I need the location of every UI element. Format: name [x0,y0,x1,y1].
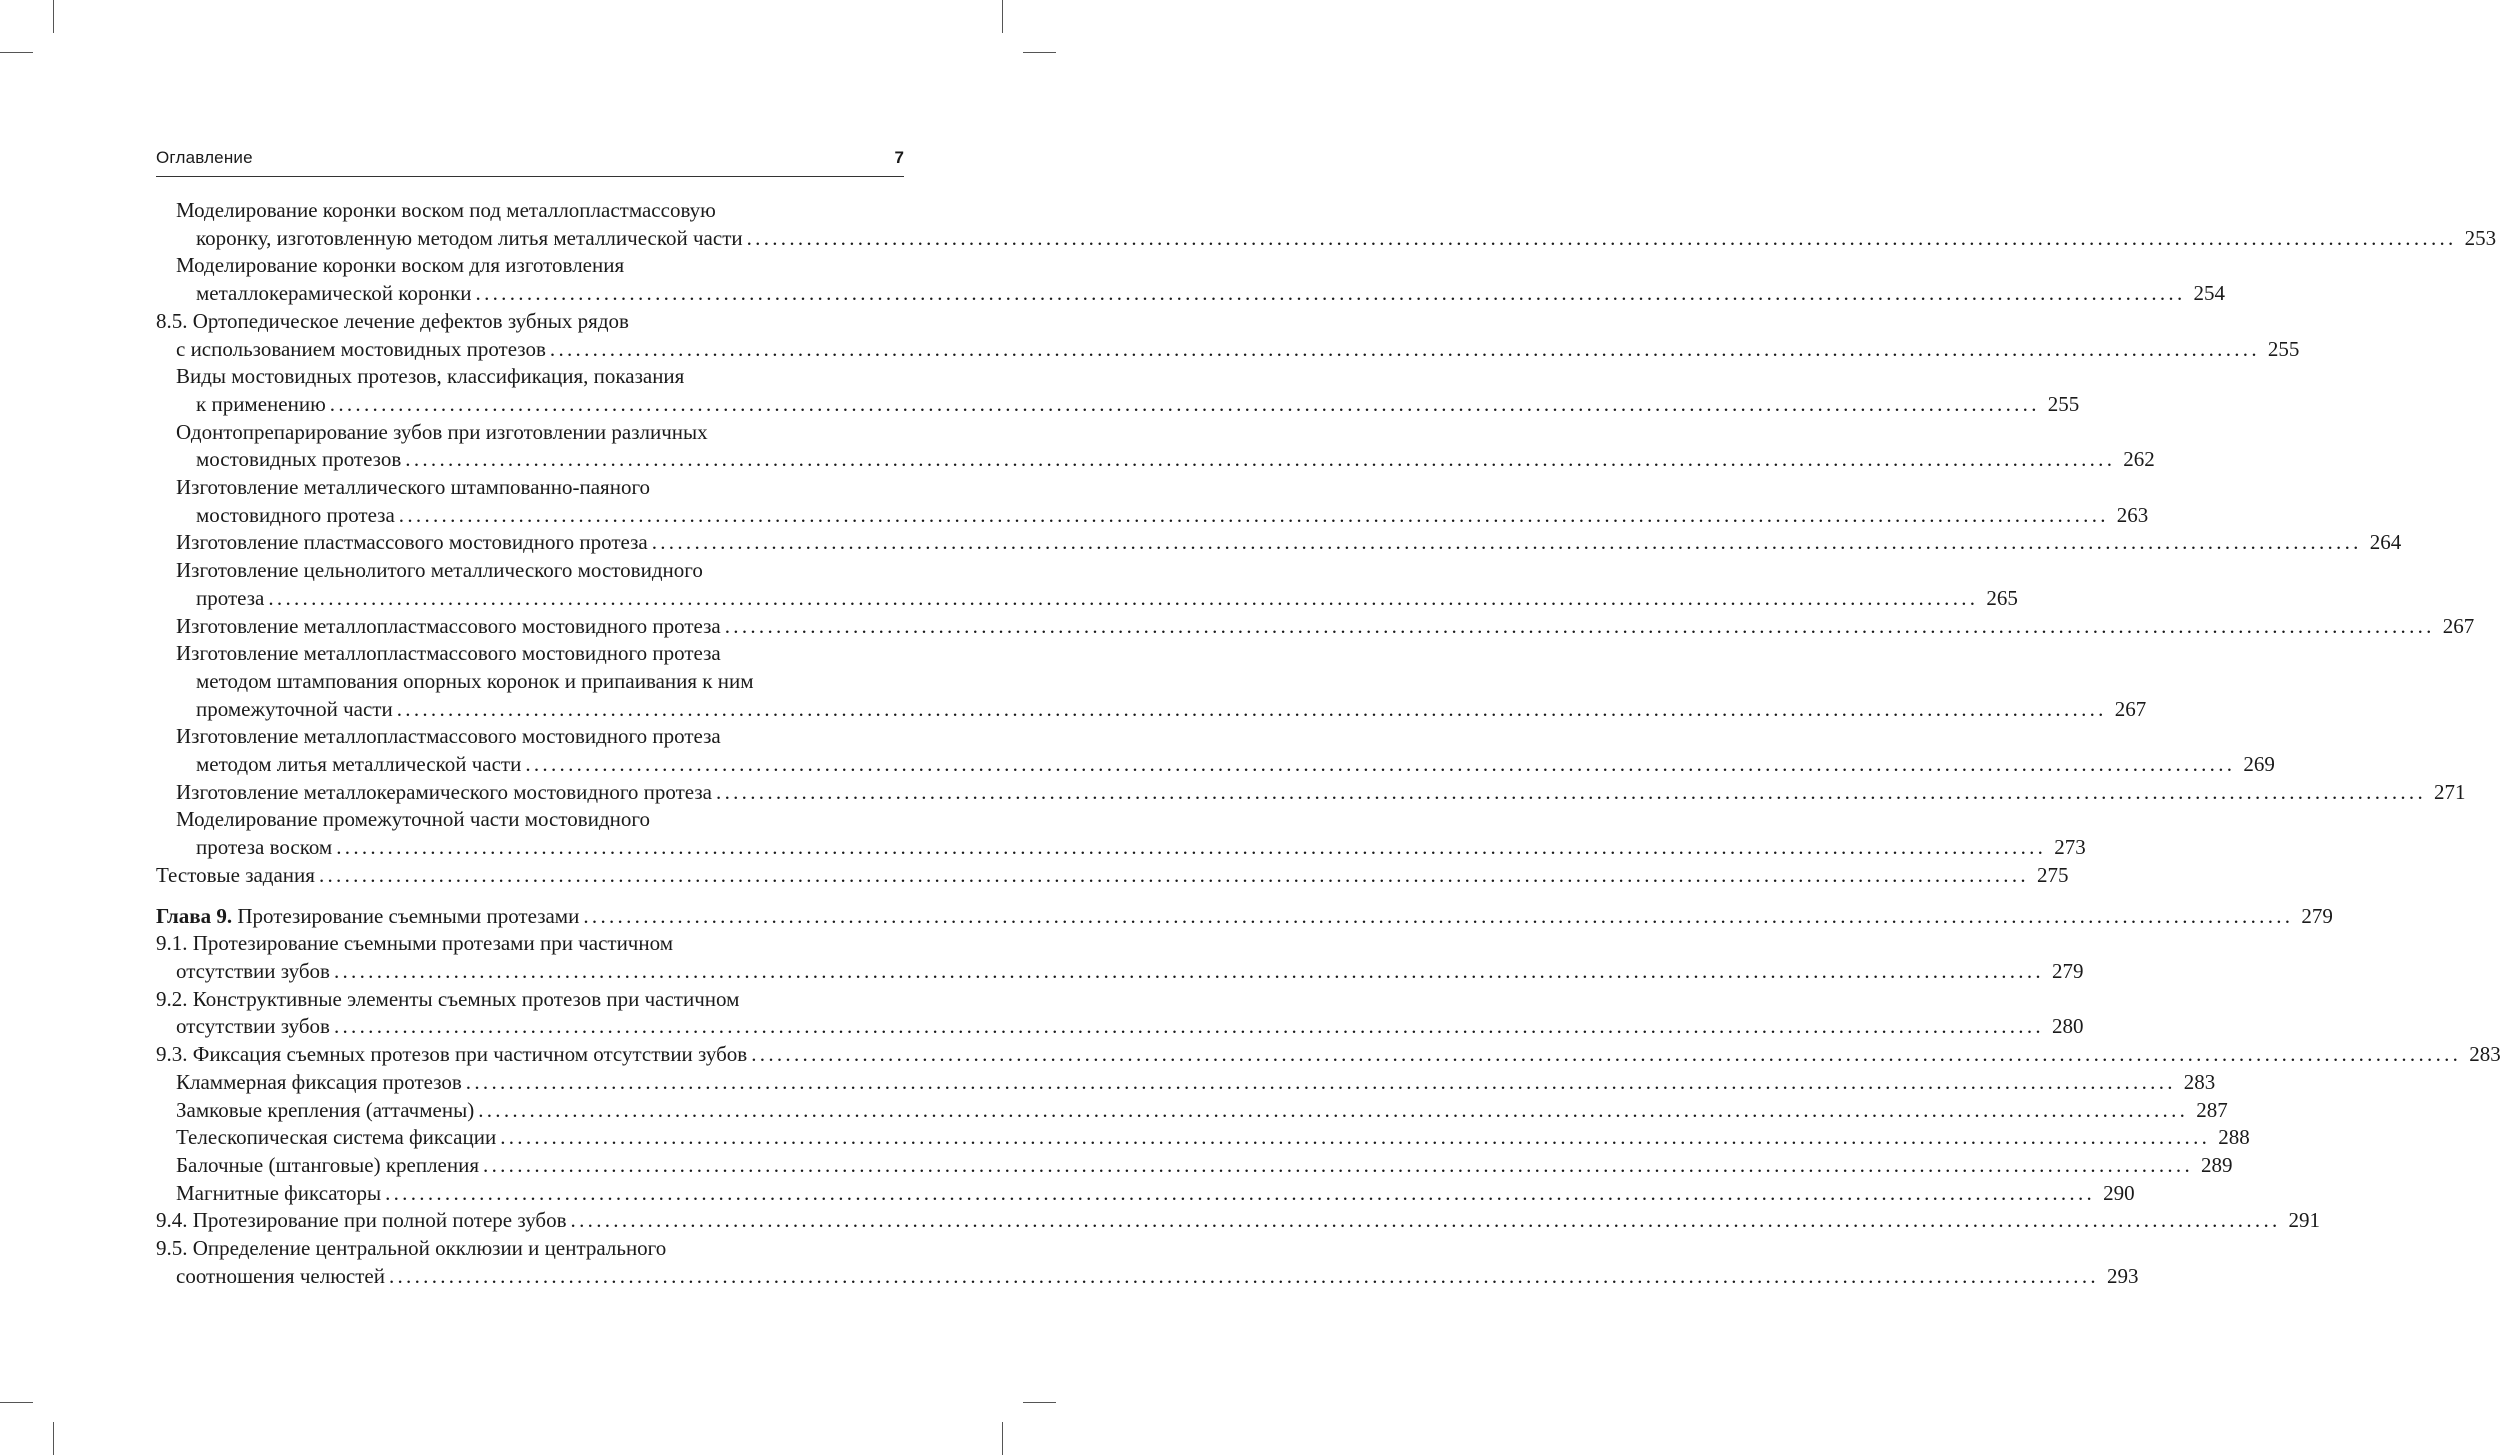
toc-entry [156,723,2275,778]
toc-entry-title: Изготовление металлопластмассового мостовидного протеза [176,641,721,666]
dot-leader: ........................................................................................................................................................................................................ [475,281,2186,306]
dot-leader: ........................................................................................................................................................................................................ [333,1014,2044,1039]
dot-leader: ........................................................................................................................................................................................................ [405,447,2116,472]
toc-entry-title: Тестовые задания [156,862,315,887]
header-title: Оглавление [156,148,253,167]
toc-entry [156,1069,2216,1097]
toc-page-number: 269 [2243,752,2275,777]
dot-leader: ........................................................................................................................................................................................................ [478,1097,2189,1122]
toc-page-number: 283 [2469,1042,2501,1067]
toc-entry-title: протеза воском [196,835,333,860]
toc-line [156,1235,904,1263]
toc-line [156,529,2402,557]
toc-page-number: 262 [2123,447,2155,472]
toc-line [156,834,2086,862]
toc-entry-title: Телескопическая система фиксации [176,1125,497,1150]
toc-line [156,1263,2139,1291]
crop-mark [53,1422,54,1455]
toc-entry-title: 9.3. Фиксация съемных протезов при частичном отсутствии зубов [156,1042,748,1067]
toc-entry-title: Изготовление металлопластмассового мостовидного протеза [176,613,721,638]
dot-leader: ........................................................................................................................................................................................................ [398,502,2109,527]
toc-line [156,613,2475,641]
toc-entry [156,557,2018,612]
dot-leader: ........................................................................................................................................................................................................ [385,1180,2096,1205]
toc-line [156,391,2080,419]
toc-page-number: 287 [2196,1097,2228,1122]
toc-page-number: 255 [2047,391,2080,416]
toc-entry-title: Моделирование коронки воском для изготовления [176,253,625,278]
crop-mark [53,0,54,33]
toc-line [156,308,904,336]
toc-entry-title: методом штампования опорных коронок и припаивания к ним [196,668,754,693]
toc-entry [156,986,2084,1041]
dot-leader: ........................................................................................................................................................................................................ [483,1152,2194,1177]
toc-entry [156,529,2402,557]
toc-line [156,419,904,447]
toc-page-number: 293 [2106,1263,2139,1288]
toc-line [156,779,2466,807]
toc-page-number: 291 [2288,1208,2321,1233]
toc-page-number: 279 [2051,958,2084,983]
toc-entry [156,197,2497,252]
toc-page-number: 253 [2464,225,2497,250]
toc-entry [156,930,2084,985]
toc-entry-title: мостовидных протезов [196,447,402,472]
toc-line [156,1069,2216,1097]
toc-entry-title: Моделирование промежуточной части мостовидного [176,807,650,832]
toc-page-number: 283 [2183,1069,2216,1094]
toc-line [156,696,2147,724]
toc-line [156,1152,2233,1180]
toc-entry-title: Изготовление металлокерамического мостовидного протеза [176,779,713,804]
toc-line [156,751,2275,779]
toc-page-number: 280 [2051,1014,2084,1039]
toc-page-number: 254 [2193,281,2226,306]
toc-line [156,280,2226,308]
toc-page-number: 273 [2054,835,2086,860]
toc-entry-title: отсутствии зубов [176,958,330,983]
toc-entry [156,806,2086,861]
toc-entry [156,1235,2139,1290]
toc-page-number: 275 [2036,862,2069,887]
toc-entry [156,1041,2501,1069]
toc-entry-title: Магнитные фиксаторы [176,1180,382,1205]
toc-entry-title: соотношения челюстей [176,1263,385,1288]
header-page-number: 7 [894,148,904,167]
toc-entry [156,1097,2228,1125]
toc-line [156,723,904,751]
toc-entry [156,1180,2135,1208]
toc-line [156,585,2018,613]
toc-page-number: 267 [2114,696,2147,721]
toc-page-number: 290 [2103,1180,2135,1205]
toc-line [156,903,2333,931]
dot-leader: ........................................................................................................................................................................................................ [549,336,2260,361]
toc-line [156,557,904,585]
toc-page-number: 265 [1986,585,2018,610]
toc-line [156,225,2497,253]
toc-entry-title: Балочные (штанговые) крепления [176,1152,480,1177]
toc-entry [156,308,2300,363]
toc-entry [156,613,2475,641]
dot-leader: ........................................................................................................................................................................................................ [333,958,2044,983]
toc-entry [156,1152,2233,1180]
dot-leader: ........................................................................................................................................................................................................ [329,391,2040,416]
toc-page-number: 267 [2442,613,2475,638]
toc-line [156,1180,2135,1208]
toc-entry-title: Виды мостовидных протезов, классификация, показания [176,364,685,389]
toc-line [156,1124,2250,1152]
toc-entry-title: Изготовление металлопластмассового мостовидного протеза [176,724,721,749]
toc-entry [156,1207,2321,1235]
toc-page-number: 264 [2369,530,2402,555]
toc-page-number: 263 [2116,502,2149,527]
toc-entry-title: Изготовление металлического штампованно-паяного [176,475,651,500]
dot-leader: ........................................................................................................................................................................................................ [500,1125,2211,1150]
toc-entry-title: методом литья металлической части [196,752,522,777]
toc-entry-title: протеза [196,585,265,610]
toc-entry-title: 9.5. Определение центральной окклюзии и центрального [156,1236,667,1261]
toc-entry-title: к применению [196,391,326,416]
toc-entry-title: 8.5. Ортопедическое лечение дефектов зубных рядов [156,308,629,333]
toc-entry-title: 9.1. Протезирование съемными протезами при частичном [156,931,673,956]
toc-line [156,1013,2084,1041]
crop-mark [1002,1422,1003,1455]
dot-leader: ........................................................................................................................................................................................................ [388,1263,2099,1288]
toc-entry-title: Замковые крепления (аттачмены) [176,1097,475,1122]
toc-line [156,474,904,502]
toc-line [156,640,904,668]
toc-entry-title: металлокерамической коронки [196,281,472,306]
dot-leader: ........................................................................................................................................................................................................ [751,1042,2462,1067]
dot-leader: ........................................................................................................................................................................................................ [525,752,2236,777]
dot-leader: ........................................................................................................................................................................................................ [396,696,2107,721]
toc-entry [156,474,2149,529]
toc-line [156,446,2155,474]
crop-mark [1002,0,1003,33]
dot-leader: ........................................................................................................................................................................................................ [336,835,2047,860]
toc-entry [156,1124,2250,1152]
toc-line [156,930,904,958]
dot-leader: ........................................................................................................................................................................................................ [724,613,2435,638]
toc-page-number: 279 [2301,903,2333,928]
toc-entry-title: Кламмерная фиксация протезов [176,1069,462,1094]
toc-entry-title: с использованием мостовидных протезов [176,336,546,361]
chapter-label: Глава 9. [156,903,233,928]
toc-entry [156,640,2147,723]
toc-line [156,668,904,696]
toc-entry [156,363,2080,418]
dot-leader: ........................................................................................................................................................................................................ [318,862,2029,887]
toc-entry [156,903,2333,931]
running-header [156,146,904,177]
toc-line [156,197,904,225]
toc-line [156,336,2300,364]
toc-entry-title: промежуточной части [196,696,393,721]
toc-entry-title: Изготовление пластмассового мостовидного протеза [176,530,648,555]
toc-entry [156,252,2226,307]
table-of-contents [156,197,2501,1290]
dot-leader: ........................................................................................................................................................................................................ [465,1069,2176,1094]
toc-page-number: 288 [2218,1125,2250,1150]
toc-entry-title: Одонтопрепарирование зубов при изготовлении различных [176,419,708,444]
toc-entry-title: 9.4. Протезирование при полной потере зубов [156,1208,567,1233]
toc-line [156,1041,2501,1069]
dot-leader: ........................................................................................................................................................................................................ [651,530,2362,555]
toc-line [156,1207,2321,1235]
toc-line [156,502,2149,530]
dot-leader: ........................................................................................................................................................................................................ [268,585,1979,610]
section-gap [156,890,904,903]
toc-entry-title: 9.2. Конструктивные элементы съемных протезов при частичном [156,986,740,1011]
crop-mark [1023,52,1056,53]
dot-leader: ........................................................................................................................................................................................................ [583,903,2294,928]
crop-mark [0,52,33,53]
dot-leader: ........................................................................................................................................................................................................ [716,779,2427,804]
toc-entry-title: коронку, изготовленную методом литья металлической части [196,225,743,250]
toc-line [156,1097,2228,1125]
toc-entry [156,862,2069,890]
dot-leader: ........................................................................................................................................................................................................ [746,225,2457,250]
toc-page-number: 271 [2434,779,2466,804]
toc-entry-title: Изготовление цельнолитого металлического мостовидного [176,558,703,583]
toc-line [156,806,904,834]
toc-page-number: 255 [2267,336,2300,361]
toc-line [156,958,2084,986]
toc-entry-title: отсутствии зубов [176,1014,330,1039]
toc-entry-title: мостовидного протеза [196,502,395,527]
toc-line [156,252,904,280]
crop-mark [0,1402,33,1403]
toc-entry [156,419,2155,474]
toc-entry [156,779,2466,807]
toc-line [156,862,2069,890]
dot-leader: ........................................................................................................................................................................................................ [570,1208,2281,1233]
toc-page-number: 289 [2201,1152,2233,1177]
toc-line [156,363,904,391]
crop-mark [1023,1402,1056,1403]
toc-entry-title: Глава 9. Протезирование съемными протезами [156,903,580,928]
toc-line [156,986,904,1014]
toc-entry-title: Моделирование коронки воском под металлопластмассовую [176,198,716,222]
